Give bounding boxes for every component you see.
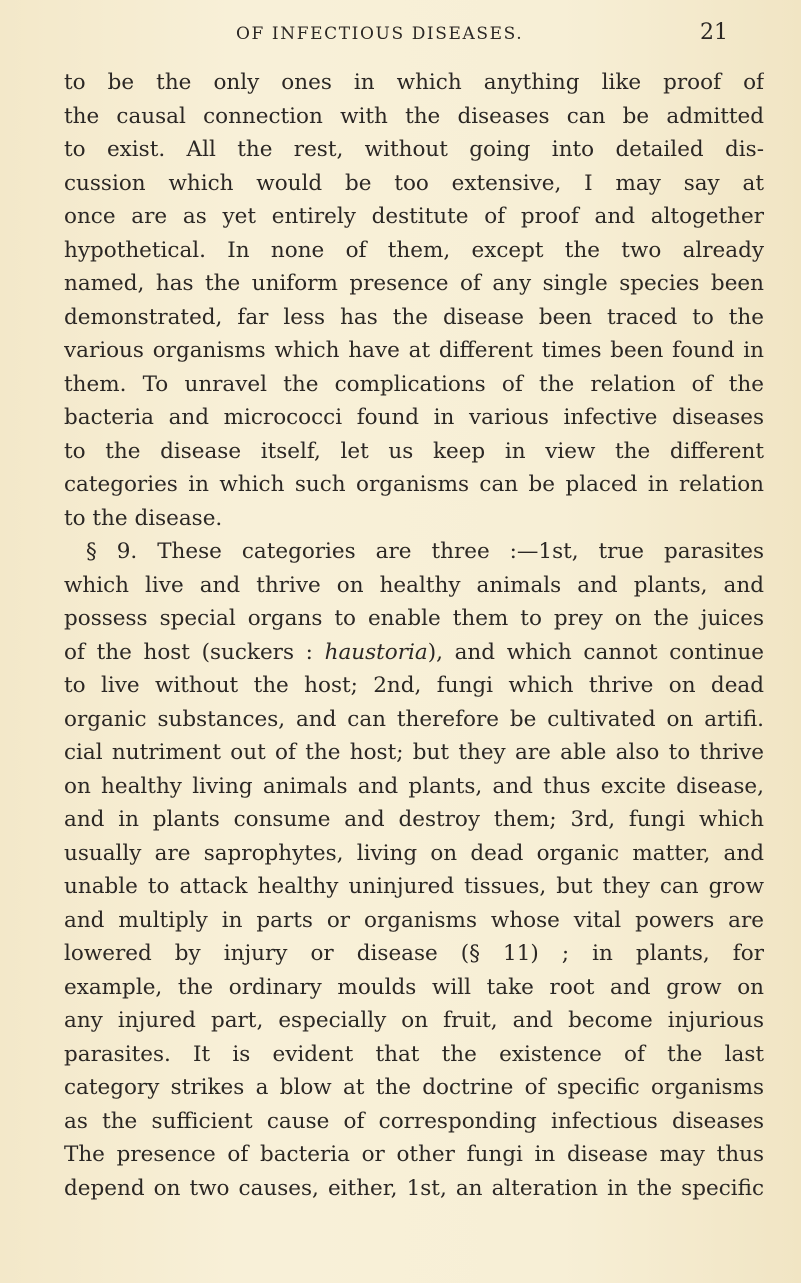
- text-line: the causal connection with the diseases can be admitted: [64, 103, 764, 129]
- text-line: named, has the uniform presence of any single species been: [64, 271, 764, 296]
- text-line: as the sufficient cause of corresponding infectious diseases: [64, 1108, 764, 1134]
- text-line: example, the ordinary moulds will take root and grow on: [64, 974, 764, 1000]
- text-line: on healthy living animals and plants, and thus excite disease,: [64, 773, 764, 799]
- running-head: [0, 8, 801, 44]
- text-line: hypothetical. In none of them, except the two already: [64, 237, 764, 263]
- text-line: organic substances, and can therefore be cultivated on artifi.: [64, 706, 764, 732]
- running-title: OF INFECTIOUS DISEASES.: [236, 24, 524, 44]
- text-line: any injured part, especially on fruit, and become injurious: [64, 1008, 764, 1033]
- text-line: to the disease.: [64, 505, 223, 531]
- text-line: and in plants consume and destroy them; 3rd, fungi which: [64, 807, 764, 832]
- text-line: them. To unravel the complications of the relation of the: [64, 371, 764, 397]
- section-heading-line: § 9. These categories are three :—1st, true parasites: [86, 539, 764, 564]
- text-line: to exist. All the rest, without going into detailed dis-: [64, 137, 764, 162]
- body-text: [64, 66, 764, 1205]
- text-line: cussion which would be too extensive, I may say at: [64, 170, 764, 196]
- text-line: cial nutriment out of the host; but they are able also to thrive: [64, 740, 764, 765]
- text-line: to live without the host; 2nd, fungi which thrive on dead: [64, 673, 764, 698]
- text-line: bacteria and micrococci found in various infective diseases: [64, 405, 764, 430]
- text-line: category strikes a blow at the doctrine of specific organisms: [64, 1075, 764, 1100]
- text-segment: of the host (suckers :: [64, 639, 325, 665]
- text-line: which live and thrive on healthy animals and plants, and: [64, 572, 764, 598]
- text-line: usually are saprophytes, living on dead organic matter, and: [64, 840, 764, 866]
- text-line: depend on two causes, either, 1st, an alteration in the specific: [64, 1175, 764, 1201]
- text-line-with-italic: [64, 636, 764, 670]
- text-line: categories in which such organisms can be placed in relation: [64, 472, 764, 497]
- page-number: 21: [700, 20, 728, 45]
- text-line: and multiply in parts or organisms whose vital powers are: [64, 907, 764, 933]
- text-line: to be the only ones in which anything like proof of: [64, 70, 764, 95]
- text-line: parasites. It is evident that the existence of the last: [64, 1041, 764, 1067]
- text-line: to the disease itself, let us keep in view the different: [64, 438, 764, 464]
- text-line: once are as yet entirely destitute of proof and altogether: [64, 204, 764, 229]
- text-line: The presence of bacteria or other fungi in disease may thus: [64, 1142, 764, 1167]
- text-line: various organisms which have at different times been found in: [64, 338, 764, 363]
- text-segment: ), and which cannot continue: [427, 639, 764, 665]
- text-line: possess special organs to enable them to prey on the juices: [64, 606, 764, 631]
- text-line: lowered by injury or disease (§ 11) ; in plants, for: [64, 941, 764, 966]
- text-line: demonstrated, far less has the disease been traced to the: [64, 304, 764, 330]
- text-line: unable to attack healthy uninjured tissues, but they can grow: [64, 874, 764, 899]
- italic-term: haustoria: [324, 639, 428, 665]
